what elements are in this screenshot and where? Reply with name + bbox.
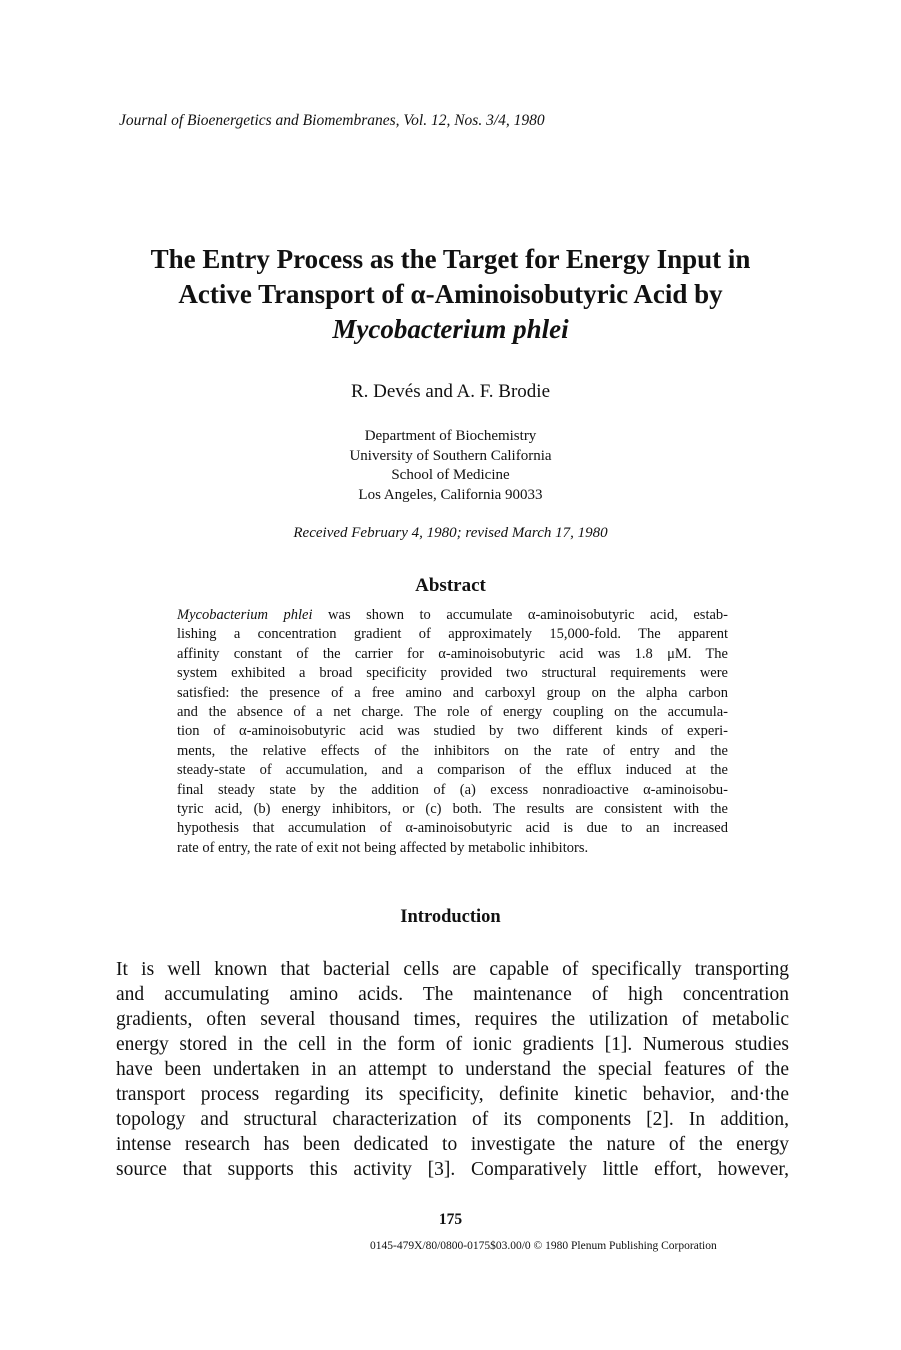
intro-line: transport process regarding its specificity, definite kinetic behavior, and·the <box>116 1084 789 1105</box>
title-line-2: Active Transport of α-Aminoisobutyric Acid by <box>178 279 723 309</box>
abstract-line: lishing a concentration gradient of approximately 15,000-fold. The apparent <box>177 626 728 643</box>
abstract-line: steady-state of accumulation, and a comparison of the efflux induced at the <box>177 762 728 779</box>
paper-title <box>60 242 841 347</box>
abstract-line: satisfied: the presence of a free amino and carboxyl group on the alpha carbon <box>177 684 728 701</box>
affiliation <box>0 427 901 505</box>
intro-line: topology and structural characterization of its components [2]. In addition, <box>116 1109 789 1130</box>
abstract-line: affinity constant of the carrier for α-aminoisobutyric acid was 1.8 μM. The <box>177 645 728 662</box>
received-dates: Received February 4, 1980; revised March 17, 1980 <box>293 525 608 541</box>
abstract-body <box>177 606 728 858</box>
abstract-line <box>177 606 728 625</box>
abstract-line: rate of entry, the rate of exit not being affected by metabolic inhibitors. <box>177 839 589 856</box>
authors: R. Devés and A. F. Brodie <box>350 381 551 402</box>
abstract-line: and the absence of a net charge. The role of energy coupling on the accumula- <box>177 704 728 721</box>
affiliation-line-2: University of Southern California <box>349 447 552 464</box>
abstract-heading: Abstract <box>415 575 486 596</box>
affiliation-line-3: School of Medicine <box>391 467 510 483</box>
journal-header: Journal of Bioenergetics and Biomembranes, Vol. 12, Nos. 3/4, 1980 <box>119 112 545 129</box>
intro-line: energy stored in the cell in the form of ionic gradients [1]. Numerous studies <box>116 1034 789 1055</box>
introduction-body <box>116 957 789 1182</box>
page-number: 175 <box>438 1211 463 1228</box>
affiliation-line-4: Los Angeles, California 90033 <box>358 486 543 503</box>
title-line-1: The Entry Process as the Target for Energy Input in <box>150 244 751 274</box>
intro-line: and accumulating amino acids. The maintenance of high concentration <box>116 984 789 1005</box>
abstract-line: tion of α-aminoisobutyric acid was studied by two different kinds of experi- <box>177 723 728 740</box>
abstract-line: ments, the relative effects of the inhibitors on the rate of entry and the <box>177 742 728 759</box>
abstract-line: system exhibited a broad specificity provided two structural requirements were <box>177 665 728 682</box>
intro-line: gradients, often several thousand times, requires the utilization of metabolic <box>116 1009 789 1030</box>
abstract-line: final steady state by the addition of (a) excess nonradioactive α-aminoisobu- <box>177 781 728 798</box>
abstract-lead-organism: Mycobacterium phlei <box>177 607 313 623</box>
intro-line: It is well known that bacterial cells are capable of specifically transporting <box>116 959 789 980</box>
intro-line: have been undertaken in an attempt to understand the special features of the <box>116 1059 789 1080</box>
abstract-line: tyric acid, (b) energy inhibitors, or (c) both. The results are consistent with the <box>177 801 728 818</box>
copyright-line: 0145-479X/80/0800-0175$03.00/0 © 1980 Plenum Publishing Corporation <box>370 1240 717 1252</box>
title-line-3: Mycobacterium phlei <box>332 314 569 344</box>
intro-line: intense research has been dedicated to investigate the nature of the energy <box>116 1134 789 1155</box>
abstract-line: hypothesis that accumulation of α-aminoisobutyric acid is due to an increased <box>177 820 728 837</box>
introduction-heading: Introduction <box>400 907 501 927</box>
abstract-line-text: was shown to accumulate α-aminoisobutyric acid, estab- <box>312 607 728 623</box>
intro-line: source that supports this activity [3]. Comparatively little effort, however, <box>116 1159 789 1180</box>
affiliation-line-1: Department of Biochemistry <box>364 428 537 444</box>
